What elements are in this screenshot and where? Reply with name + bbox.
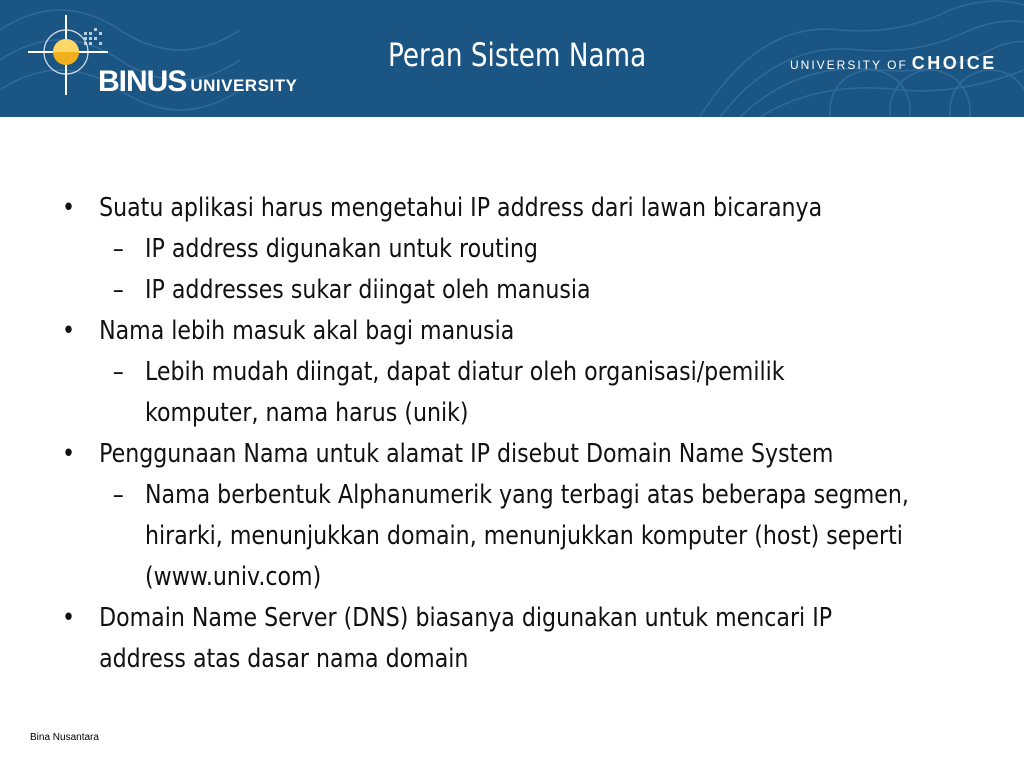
tagline-big: CHOICE [911,53,997,73]
tagline [790,53,997,74]
bullet-dot-icon: • [61,439,76,469]
dash-icon: – [112,480,124,510]
bullet-item [60,311,944,352]
bullet-dot-icon: • [61,316,76,346]
bullet-item [60,434,944,475]
logo-main: BINUS [98,65,187,98]
slide-title: Peran Sistem Nama [388,36,647,74]
sub-bullet-item [60,270,944,311]
bullet-text: Domain Name Server (DNS) biasanya digunakan untuk mencari IP address atas dasar nama domain [99,603,833,674]
dash-icon: – [112,357,124,387]
sub-bullet-text: IP address digunakan untuk routing [145,234,538,264]
footer-text: Bina Nusantara [30,732,99,743]
bullet-dot-icon: • [61,193,76,223]
sub-bullet-text: IP addresses sukar diingat oleh manusia [145,275,591,305]
dash-icon: – [112,275,124,305]
binus-logo [28,10,308,100]
bullet-text: Penggunaan Nama untuk alamat IP disebut Domain Name System [99,439,834,469]
sub-bullet-item [60,475,987,598]
slide-body [60,188,960,680]
logo-sub: UNIVERSITY [190,76,298,95]
sub-bullet-item [60,229,944,270]
bullet-item [60,598,898,680]
sub-bullet-text: Nama berbentuk Alphanumerik yang terbagi atas beberapa segmen, hirarki, menunjukkan domain, menunjukkan komputer (host) seperti (www.univ.com) [145,480,909,592]
bullet-text: Suatu aplikasi harus mengetahui IP address dari lawan bicaranya [99,193,823,223]
bullet-dot-icon: • [61,603,76,633]
sub-bullet-text: Lebih mudah diingat, dapat diatur oleh organisasi/pemilik komputer, nama harus (unik) [145,357,785,428]
bullet-text: Nama lebih masuk akal bagi manusia [99,316,515,346]
logo-wordmark [98,65,297,99]
bullet-item [60,188,944,229]
tagline-small: UNIVERSITY OF [790,58,908,72]
sub-bullet-item [60,352,893,434]
header-band [0,0,1024,117]
dash-icon: – [112,234,124,264]
